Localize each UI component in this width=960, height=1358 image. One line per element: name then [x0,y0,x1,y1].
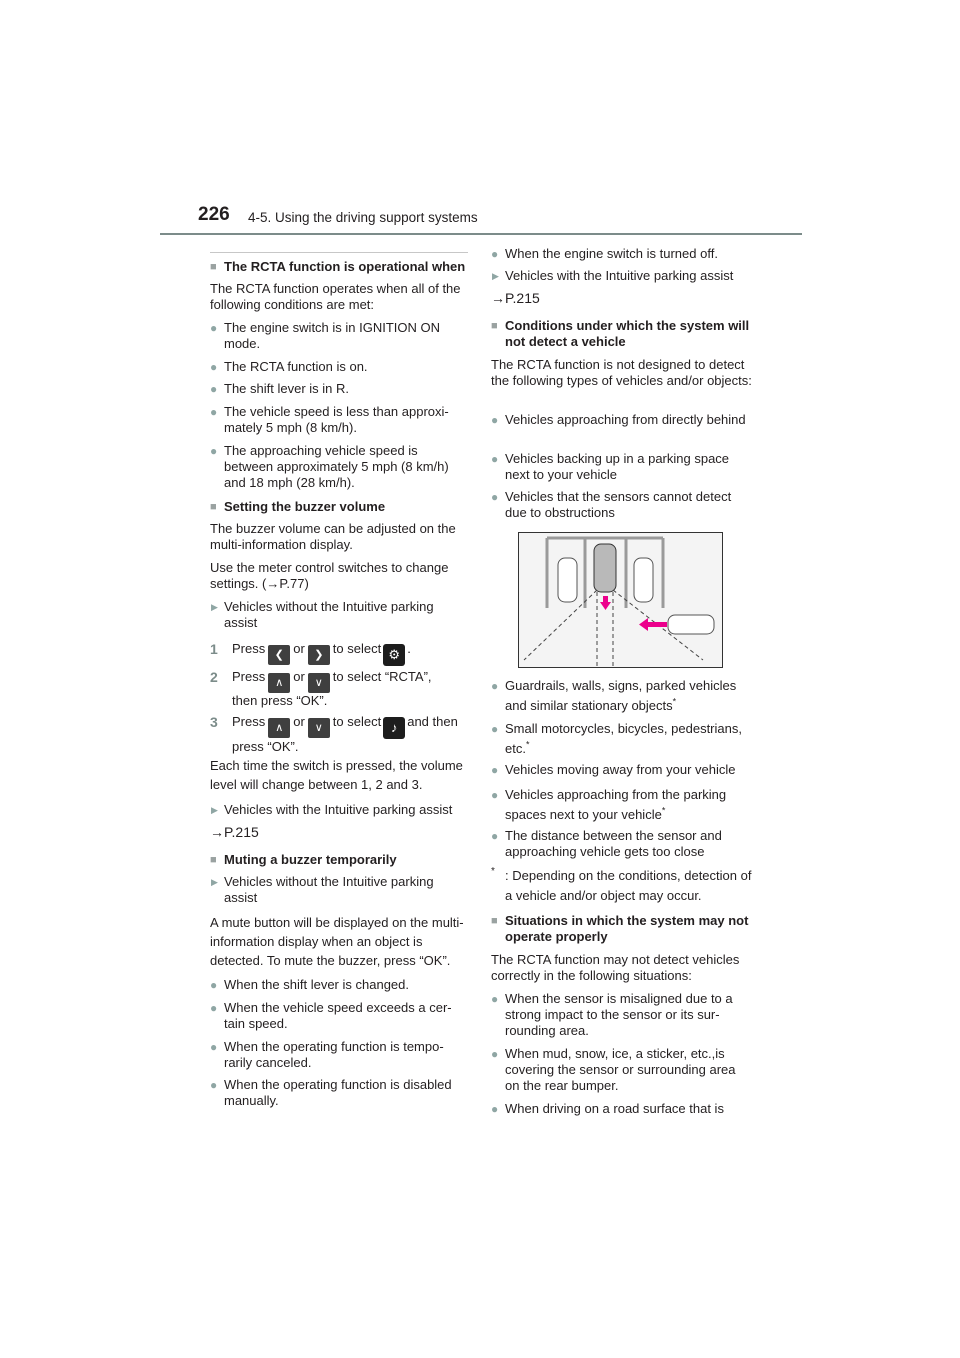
list-item: ● The distance between the sensor and approaching vehicle gets too close [491,828,753,860]
paragraph: A mute button will be displayed on the multi-information display when an object is detected. To mute the buzzer, press “OK”. [210,915,464,968]
step-number: 2 [210,669,218,685]
step-number: 1 [210,641,218,657]
down-arrow-icon: ∨ [308,673,330,693]
footnote: * : Depending on the conditions, detection of a vehicle and/or object may occur. [491,866,752,903]
header-rule [160,233,802,235]
heading-muting: ■ Muting a buzzer temporarily [210,852,397,868]
volume-icon: ♪ [383,717,405,739]
illustration-frame [519,533,723,668]
list-item: ● When the operating function is tempo-rarily canceled. [210,1039,468,1071]
list-item: ● The engine switch is in IGNITION ON mode. [210,320,468,352]
list-item: ● The RCTA function is on. [210,359,368,375]
paragraph: Use the meter control switches to change settings. (→P.77) [210,560,449,591]
list-item: ● Vehicles backing up in a parking space next to your vehicle [491,451,753,483]
page-link[interactable]: →P.215 [210,824,259,840]
right-arrow-icon: ❯ [308,645,330,665]
step-number: 3 [210,714,218,730]
heading-rule [210,252,468,253]
settings-icon: ⚙ [383,644,405,666]
parking-illustration [518,532,723,668]
list-item: ● When mud, snow, ice, a sticker, etc.,is covering the sensor or surrounding area on the rear bumper. [491,1046,753,1094]
list-item: ● When the shift lever is changed. [210,977,409,993]
heading-buzzer-volume: ■ Setting the buzzer volume [210,499,385,515]
list-item: ● When the engine switch is turned off. [491,246,718,262]
sub-heading: ▶ Vehicles without the Intuitive parking assist [210,874,468,906]
left-arrow-icon: ❮ [268,645,290,665]
sub-heading: ▶ Vehicles with the Intuitive parking assist [491,268,733,284]
page-number: 226 [198,204,230,225]
page-link[interactable]: →P.77 [266,576,305,591]
up-arrow-icon: ∧ [268,718,290,738]
step-1: 1 Press ❮ or ❯ to select ⚙ . [210,641,411,666]
step-2: 2 Press ∧ or ∨ to select “RCTA”, then press “OK”. [210,669,432,708]
list-item: ● When the sensor is misaligned due to a strong impact to the sensor or its sur-rounding area. [491,991,753,1039]
list-item: ● When the vehicle speed exceeds a cer-tain speed. [210,1000,468,1032]
down-arrow-icon: ∨ [308,718,330,738]
your-vehicle [594,544,616,592]
list-item: ● When driving on a road surface that is [491,1101,724,1117]
sub-heading: ▶ Vehicles without the Intuitive parking assist [210,599,468,631]
up-arrow-icon: ∧ [268,673,290,693]
paragraph: The buzzer volume can be adjusted on the multi-information display. [210,521,456,552]
step-3: 3 Press ∧ or ∨ to select ♪ and then press “OK”. [210,714,458,754]
heading-operational: ■ The RCTA function is operational when [210,259,465,275]
list-item: ● The shift lever is in R. [210,381,349,397]
section-title: 4-5. Using the driving support systems [248,210,478,225]
paragraph: Each time the switch is pressed, the volume level will change between 1, 2 and 3. [210,758,463,792]
list-item: ● Guardrails, walls, signs, parked vehicles and similar stationary objects* [491,676,753,716]
list-item: ● Vehicles approaching from the parking spaces next to your vehicle* [491,785,753,825]
paragraph: The RCTA function is not designed to detect the following types of vehicles and/or objects: [491,357,752,388]
list-item: ● Vehicles approaching from directly behind [491,412,746,428]
list-item: ● The approaching vehicle speed is between approximately 5 mph (8 km/h) and 18 mph (28 km/h). [210,443,468,491]
list-item: ● When the operating function is disabled manually. [210,1077,468,1109]
paragraph: The RCTA function operates when all of the following conditions are met: [210,281,461,312]
page-link[interactable]: →P.215 [491,290,540,306]
heading-not-detect: ■ Conditions under which the system will not detect a vehicle [491,318,753,350]
paragraph: The RCTA function may not detect vehicles correctly in the following situations: [491,952,740,983]
heading-situations: ■ Situations in which the system may not operate properly [491,913,753,945]
list-item: ● The vehicle speed is less than approxi-mately 5 mph (8 km/h). [210,404,468,436]
list-item: ● Vehicles that the sensors cannot detect due to obstructions [491,489,753,521]
list-item: ● Small motorcycles, bicycles, pedestrians, etc.* [491,719,753,759]
list-item: ● Vehicles moving away from your vehicle [491,762,736,778]
sub-heading: ▶ Vehicles with the Intuitive parking assist [210,802,452,818]
